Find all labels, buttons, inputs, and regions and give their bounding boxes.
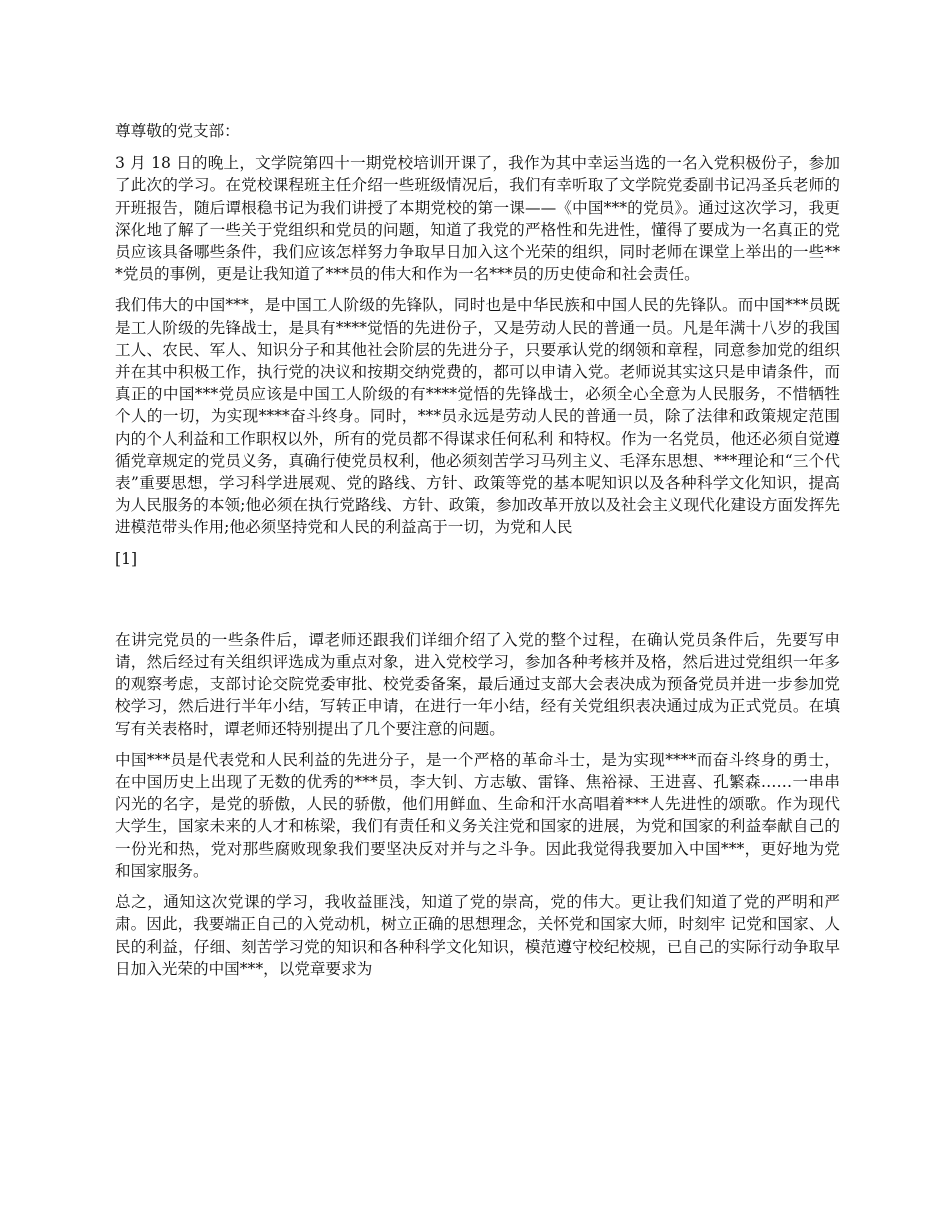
paragraph-joining-process: 在讲完党员的一些条件后，谭老师还跟我们详细介绍了入党的整个过程，在确认党员条件后，先要写申请，然后经过有关组织评选成为重点对象，进入党校学习，参加各种考核并及格，然后进过党组织一年多的观察考虑，支部讨论交院党委审批、校党委备案，最后通过支部大会表决成为预备党员并进一步参加党校学习，然后进行半年小结，写转正申请，在进行一年小结，经有关党组织表决通过成为正式党员。在填写有关表格时，谭老师还特别提出了几个要注意的问题。 [115, 630, 840, 738]
document-page [115, 120, 840, 989]
paragraph-party-member-requirements: 我们伟大的中国***，是中国工人阶级的先锋队，同时也是中华民族和中国人民的先锋队。而中国***员既是工人阶级的先锋战士，是具有****觉悟的先进份子，又是劳动人民的普通一员。凡是年满十八岁的我国工人、农民、军人、知识分子和其他社会阶层的先进分子，只要承认党的纲领和章程，同意参加党的组织并在其中积极工作，执行党的决议和按期交纳党费的，都可以申请入党。老师说其实这只是申请条件，而真正的中国***党员应该是中国工人阶级的有****觉悟的先锋战士，必须全心全意为人民服务，不惜牺牲个人的一切，为实现****奋斗终身。同时，***员永远是劳动人民的普通一员，除了法律和政策规定范围内的个人利益和工作职权以外，所有的党员都不得谋求任何私利 和特权。作为一名党员，他还必须自觉遵循党章规定的党员义务，真确行使党员权利，他必须刻苦学习马列主义、毛泽东思想、***理论和“三个代表”重要思想，学习科学进展观、党的路线、方针、政策等党的基本呢知识以及各种科学文化知识，提高为人民服务的本领;他必须在执行党路线、方针、政策，参加改革开放以及社会主义现代化建设方面发挥先进模范带头作用;他必须坚持党和人民的利益高于一切，为党和人民 [115, 296, 840, 537]
paragraph-conclusion: 总之，通知这次党课的学习，我收益匪浅，知道了党的崇高，党的伟大。更让我们知道了党的严明和严肃。因此，我要端正自己的入党动机，树立正确的思想理念，关怀党和国家大师，时刻牢 记党和国家、人民的利益，仔细、刻苦学习党的知识和各种科学文化知识，模范遵守校纪校规，已自己的实际行动争取早日加入光荣的中国***，以党章要求为 [115, 893, 840, 978]
salutation: 尊尊敬的党支部： [115, 122, 240, 140]
footnote-marker: [1] [115, 549, 138, 568]
paragraph-course-opening: 3 月 18 日的晚上，文学院第四十一期党校培训开课了，我作为其中幸运当选的一名入党积极份子，参加了此次的学习。在党校课程班主任介绍一些班级情况后，我们有幸听取了文学院党委副书记冯圣兵老师的开班报告，随后谭根稳书记为我们讲授了本期党校的第一课——《中国***的党员》。通过这次学习，我更深化地了解了一些关于党组织和党员的问题，知道了我党的严格性和先进性，懂得了要成为一名真正的党员应该具备哪些条件，我们应该怎样努力争取早日加入这个光荣的组织，同时老师在课堂上举出的一些***党员的事例，更是让我知道了***员的伟大和作为一名***员的历史使命和社会责任。 [115, 154, 840, 284]
paragraph-member-role: 中国***员是代表党和人民利益的先进分子，是一个严格的革命斗士，是为实现****而奋斗终身的勇士，在中国历史上出现了无数的优秀的***员，李大钊、方志敏、雷锋、焦裕禄、王进喜、孔繁森……一串串闪光的名字，是党的骄傲，人民的骄傲，他们用鲜血、生命和汗水高唱着***人先进性的颂歌。作为现代大学生，国家未来的人才和栋梁，我们有责任和义务关注党和国家的进展，为党和国家的利益奉献自己的一份光和热，党对那些腐败现象我们要坚决反对并与之斗争。因此我觉得我要加入中国***，更好地为党和国家服务。 [115, 750, 840, 880]
section-gap [115, 570, 840, 629]
